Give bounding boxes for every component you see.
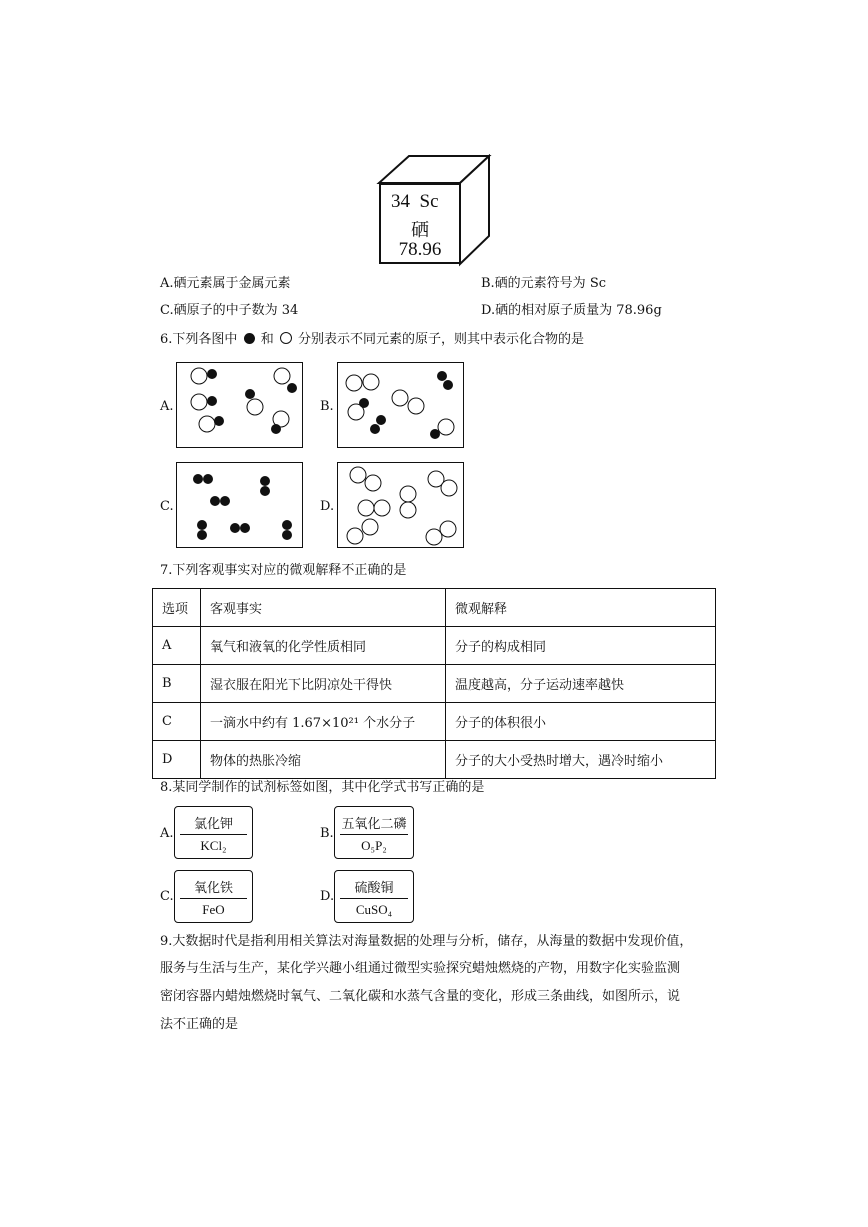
atomic-mass: 78.96: [398, 239, 442, 260]
white-atom-icon: [280, 332, 292, 344]
q8-option-d-letter: D.: [320, 889, 335, 904]
reagent-name: 氧化铁: [193, 881, 233, 896]
q8-option-a-letter: A.: [160, 826, 174, 841]
table-row: [153, 627, 716, 665]
q6-diagram-c: [176, 462, 303, 548]
table-header: 微观解释: [446, 589, 716, 627]
reagent-formula: CuSO₄: [355, 902, 393, 917]
table-header: 选项: [153, 589, 201, 627]
reagent-name: 氯化钾: [193, 817, 233, 832]
q6-label-d: D.: [320, 499, 335, 514]
table-cell: C: [153, 703, 201, 741]
q9-line-1: 9.大数据时代是指利用相关算法对海量数据的处理与分析，储存，从海量的数据中发现价值，: [160, 934, 693, 949]
table-row: [153, 665, 716, 703]
table-row: [153, 703, 716, 741]
q8-label-a: [174, 806, 253, 859]
table-cell: 物体的热胀冷缩: [201, 741, 446, 779]
reagent-name: 五氧化二磷: [341, 817, 407, 832]
q6-label-a: A.: [160, 399, 174, 414]
q5-option-d: D.硒的相对原子质量为 78.96g: [481, 303, 662, 318]
reagent-formula: O₅P₂: [361, 838, 387, 853]
table-cell: D: [153, 741, 201, 779]
q8-label-c: [174, 870, 253, 923]
table-header-row: [153, 589, 716, 627]
reagent-formula: FeO: [202, 902, 225, 917]
q8-stem: 8.某同学制作的试剂标签如图，其中化学式书写正确的是: [160, 780, 485, 795]
reagent-formula: KCl₂: [200, 838, 227, 853]
q8-label-d: [334, 870, 414, 923]
q7-stem: 7.下列客观事实对应的微观解释不正确的是: [160, 563, 407, 578]
atomic-number: 34: [391, 191, 410, 212]
q8-label-b: [334, 806, 414, 859]
table-row: [153, 741, 716, 779]
table-cell: 分子的体积很小: [446, 703, 716, 741]
q8-option-c-letter: C.: [160, 889, 174, 904]
q6-diagram-b: [337, 362, 464, 448]
table-header: 客观事实: [201, 589, 446, 627]
q9-line-4: 法不正确的是: [160, 1017, 239, 1032]
q7-table: [152, 588, 716, 779]
q5-option-b: B.硒的元素符号为 Sc: [481, 276, 607, 291]
table-cell: 一滴水中约有 1.67×10²¹ 个水分子: [201, 703, 446, 741]
table-cell: A: [153, 627, 201, 665]
reagent-name: 硫酸铜: [354, 881, 394, 896]
q6-diagram-a: [176, 362, 303, 448]
q5-option-c: C.硒原子的中子数为 34: [160, 303, 299, 318]
q6-label-c: C.: [160, 499, 174, 514]
black-atom-icon: [244, 333, 255, 344]
table-cell: 氧气和液氧的化学性质相同: [201, 627, 446, 665]
table-cell: B: [153, 665, 201, 703]
element-name: 硒: [411, 220, 429, 240]
table-cell: 湿衣服在阳光下比阴凉处干得快: [201, 665, 446, 703]
q6-label-b: B.: [320, 399, 334, 414]
q6-stem: 6.下列各图中 和 分别表示不同元素的原子，则其中表示化合物的是: [160, 332, 584, 347]
table-cell: 分子的构成相同: [446, 627, 716, 665]
q9-line-3: 密闭容器内蜡烛燃烧时氧气、二氧化碳和水蒸气含量的变化，形成三条曲线，如图所示，说: [160, 989, 681, 1004]
element-symbol: Sc: [419, 191, 439, 212]
q5-option-a: A.硒元素属于金属元素: [160, 276, 291, 291]
q6-diagram-d: [337, 462, 464, 548]
q9-line-2: 服务与生活与生产，某化学兴趣小组通过微型实验探究蜡烛燃烧的产物，用数字化实验监测: [160, 961, 681, 976]
element-card-front: [379, 183, 461, 264]
table-cell: 温度越高，分子运动速率越快: [446, 665, 716, 703]
table-cell: 分子的大小受热时增大，遇冷时缩小: [446, 741, 716, 779]
q8-option-b-letter: B.: [320, 826, 334, 841]
